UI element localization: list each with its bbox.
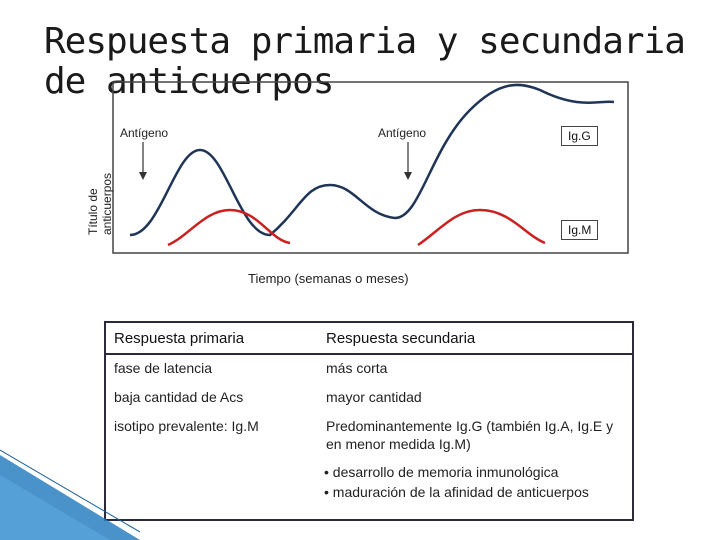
plot-frame [113,82,628,253]
notes-list [324,462,589,502]
y-axis-label: Título de anticuerpos [86,172,114,235]
series-label-igg: Ig.G [561,126,598,146]
cell-r3-secondary: Predominantemente Ig.G (también Ig.A, Ig.E y en menor medida Ig.M) [326,418,614,452]
note-item: • desarrollo de memoria inmunológica [324,462,589,482]
header-primary: Respuesta primaria [114,330,245,347]
x-axis-label: Tiempo (semanas o meses) [248,271,409,286]
cell-r2-secondary: mayor cantidad [326,389,422,405]
header-secondary: Respuesta secundaria [326,330,476,347]
cell-r3-primary: isotipo prevalente: Ig.M [114,418,259,434]
antigen-label-1: Antígeno [120,126,169,140]
antigen-arrowhead-1 [139,172,147,180]
title-line-1: Respuesta primaria y secundaria [44,21,685,62]
series-label-igm: Ig.M [561,220,598,240]
igm-curve-secondary [418,210,545,245]
igm-curve-primary [168,210,290,245]
decorative-corner [0,440,140,540]
cell-r1-secondary: más corta [326,360,388,376]
antigen-arrowhead-2 [404,172,412,180]
title-line-2: de anticuerpos [44,61,334,102]
cell-r2-primary: baja cantidad de Acs [114,389,244,405]
igg-curve [130,85,614,235]
note-item: • maduración de la afinidad de anticuerpos [324,482,589,502]
antigen-label-2: Antígeno [378,126,427,140]
cell-r1-primary: fase de latencia [114,360,213,376]
